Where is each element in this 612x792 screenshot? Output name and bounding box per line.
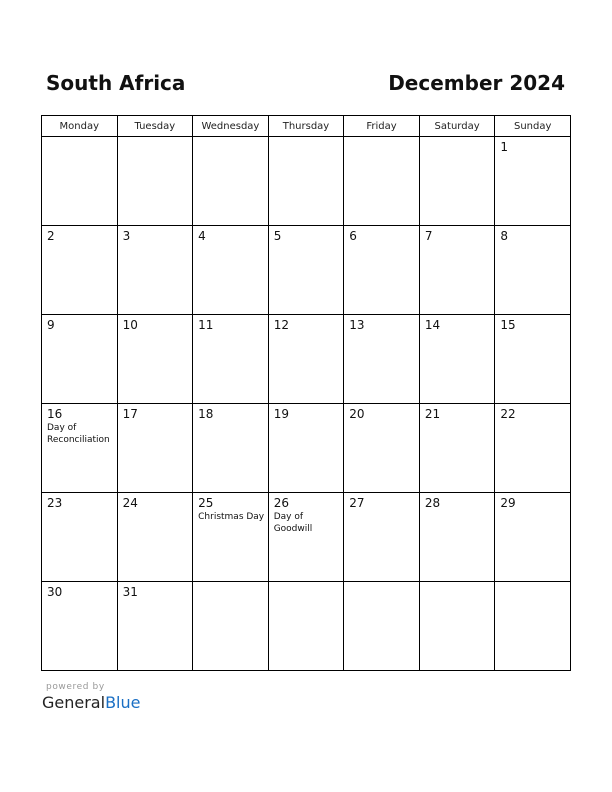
calendar-day-cell	[268, 493, 344, 582]
calendar-day-cell	[42, 137, 118, 226]
calendar-day-cell	[42, 582, 118, 671]
day-number: 25	[198, 496, 214, 510]
calendar-day-cell	[42, 404, 118, 493]
weekday-header: Thursday	[268, 116, 344, 137]
day-number: 30	[47, 585, 63, 599]
weekday-header: Sunday	[495, 116, 571, 137]
brand-blue-text: Blue	[105, 693, 141, 712]
calendar-day-cell	[419, 493, 495, 582]
calendar-day-cell	[268, 582, 344, 671]
calendar-week-row	[42, 137, 571, 226]
day-number: 14	[424, 318, 441, 332]
day-number: 15	[500, 318, 516, 332]
calendar-day-cell	[42, 315, 118, 404]
day-number: 4	[198, 229, 206, 243]
calendar-grid	[41, 115, 571, 671]
day-number: 11	[198, 318, 214, 332]
day-number: 2	[47, 229, 55, 243]
calendar-day-cell	[495, 226, 571, 315]
calendar-day-cell	[268, 226, 344, 315]
day-number: 20	[349, 407, 365, 421]
day-number: 12	[273, 318, 289, 332]
day-number: 24	[122, 496, 138, 510]
weekday-header: Wednesday	[193, 116, 269, 137]
calendar-day-cell	[117, 404, 193, 493]
calendar-day-cell	[268, 137, 344, 226]
calendar-day-cell	[42, 493, 118, 582]
day-number: 19	[273, 407, 289, 421]
calendar-body	[42, 137, 571, 671]
calendar-day-cell	[268, 404, 344, 493]
country-title: South Africa	[46, 71, 186, 95]
calendar-week-row	[42, 582, 571, 671]
calendar-day-cell	[117, 493, 193, 582]
calendar-day-cell	[344, 315, 420, 404]
calendar-day-cell	[344, 582, 420, 671]
calendar-day-cell	[193, 137, 269, 226]
calendar-day-cell	[193, 404, 269, 493]
calendar-week-row	[42, 404, 571, 493]
day-number: 18	[198, 407, 214, 421]
holiday-label: Christmas Day	[198, 512, 265, 522]
calendar-day-cell	[495, 137, 571, 226]
calendar-day-cell	[193, 315, 269, 404]
calendar-day-cell	[117, 137, 193, 226]
day-number: 23	[47, 496, 63, 510]
day-number: 17	[122, 407, 138, 421]
day-number: 29	[500, 496, 516, 510]
holiday-label: Day of Reconciliation	[47, 423, 110, 445]
calendar-day-cell	[495, 315, 571, 404]
calendar-day-cell	[344, 137, 420, 226]
weekday-header-row	[42, 116, 571, 137]
calendar-week-row	[42, 315, 571, 404]
brand-logo	[42, 693, 140, 713]
month-title: December 2024	[388, 71, 565, 95]
day-number: 16	[47, 407, 63, 421]
calendar-day-cell	[495, 582, 571, 671]
weekday-header: Saturday	[419, 116, 495, 137]
weekday-header: Monday	[42, 116, 118, 137]
calendar-day-cell	[117, 226, 193, 315]
calendar-day-cell	[495, 404, 571, 493]
day-number: 27	[349, 496, 365, 510]
calendar-day-cell	[268, 315, 344, 404]
holiday-label: Day of Goodwill	[273, 512, 313, 534]
calendar-day-cell	[419, 226, 495, 315]
calendar-day-cell	[495, 493, 571, 582]
day-number: 3	[122, 229, 131, 243]
day-number: 13	[349, 318, 365, 332]
weekday-header: Friday	[344, 116, 420, 137]
calendar-day-cell	[419, 137, 495, 226]
powered-by-text: powered by	[46, 682, 105, 692]
calendar-day-cell	[193, 226, 269, 315]
calendar-day-cell	[193, 582, 269, 671]
calendar-day-cell	[344, 404, 420, 493]
calendar-day-cell	[419, 582, 495, 671]
day-number: 22	[500, 407, 516, 421]
calendar-day-cell	[117, 582, 193, 671]
day-number: 28	[424, 496, 441, 510]
calendar-day-cell	[344, 226, 420, 315]
day-number: 21	[424, 407, 441, 421]
day-number: 31	[122, 585, 138, 599]
day-number: 8	[500, 229, 509, 243]
calendar-day-cell	[117, 315, 193, 404]
calendar-day-cell	[42, 226, 118, 315]
brand-general-text: General	[42, 693, 106, 712]
day-number: 1	[500, 140, 509, 154]
day-number: 10	[122, 318, 138, 332]
calendar-week-row	[42, 493, 571, 582]
calendar-day-cell	[419, 404, 495, 493]
day-number: 6	[349, 229, 357, 243]
day-number: 5	[273, 229, 282, 243]
day-number: 7	[424, 229, 433, 243]
day-number: 26	[273, 496, 289, 510]
calendar-day-cell	[419, 315, 495, 404]
day-number: 9	[47, 318, 55, 332]
calendar-day-cell	[193, 493, 269, 582]
weekday-header: Tuesday	[117, 116, 193, 137]
calendar-week-row	[42, 226, 571, 315]
calendar-day-cell	[344, 493, 420, 582]
